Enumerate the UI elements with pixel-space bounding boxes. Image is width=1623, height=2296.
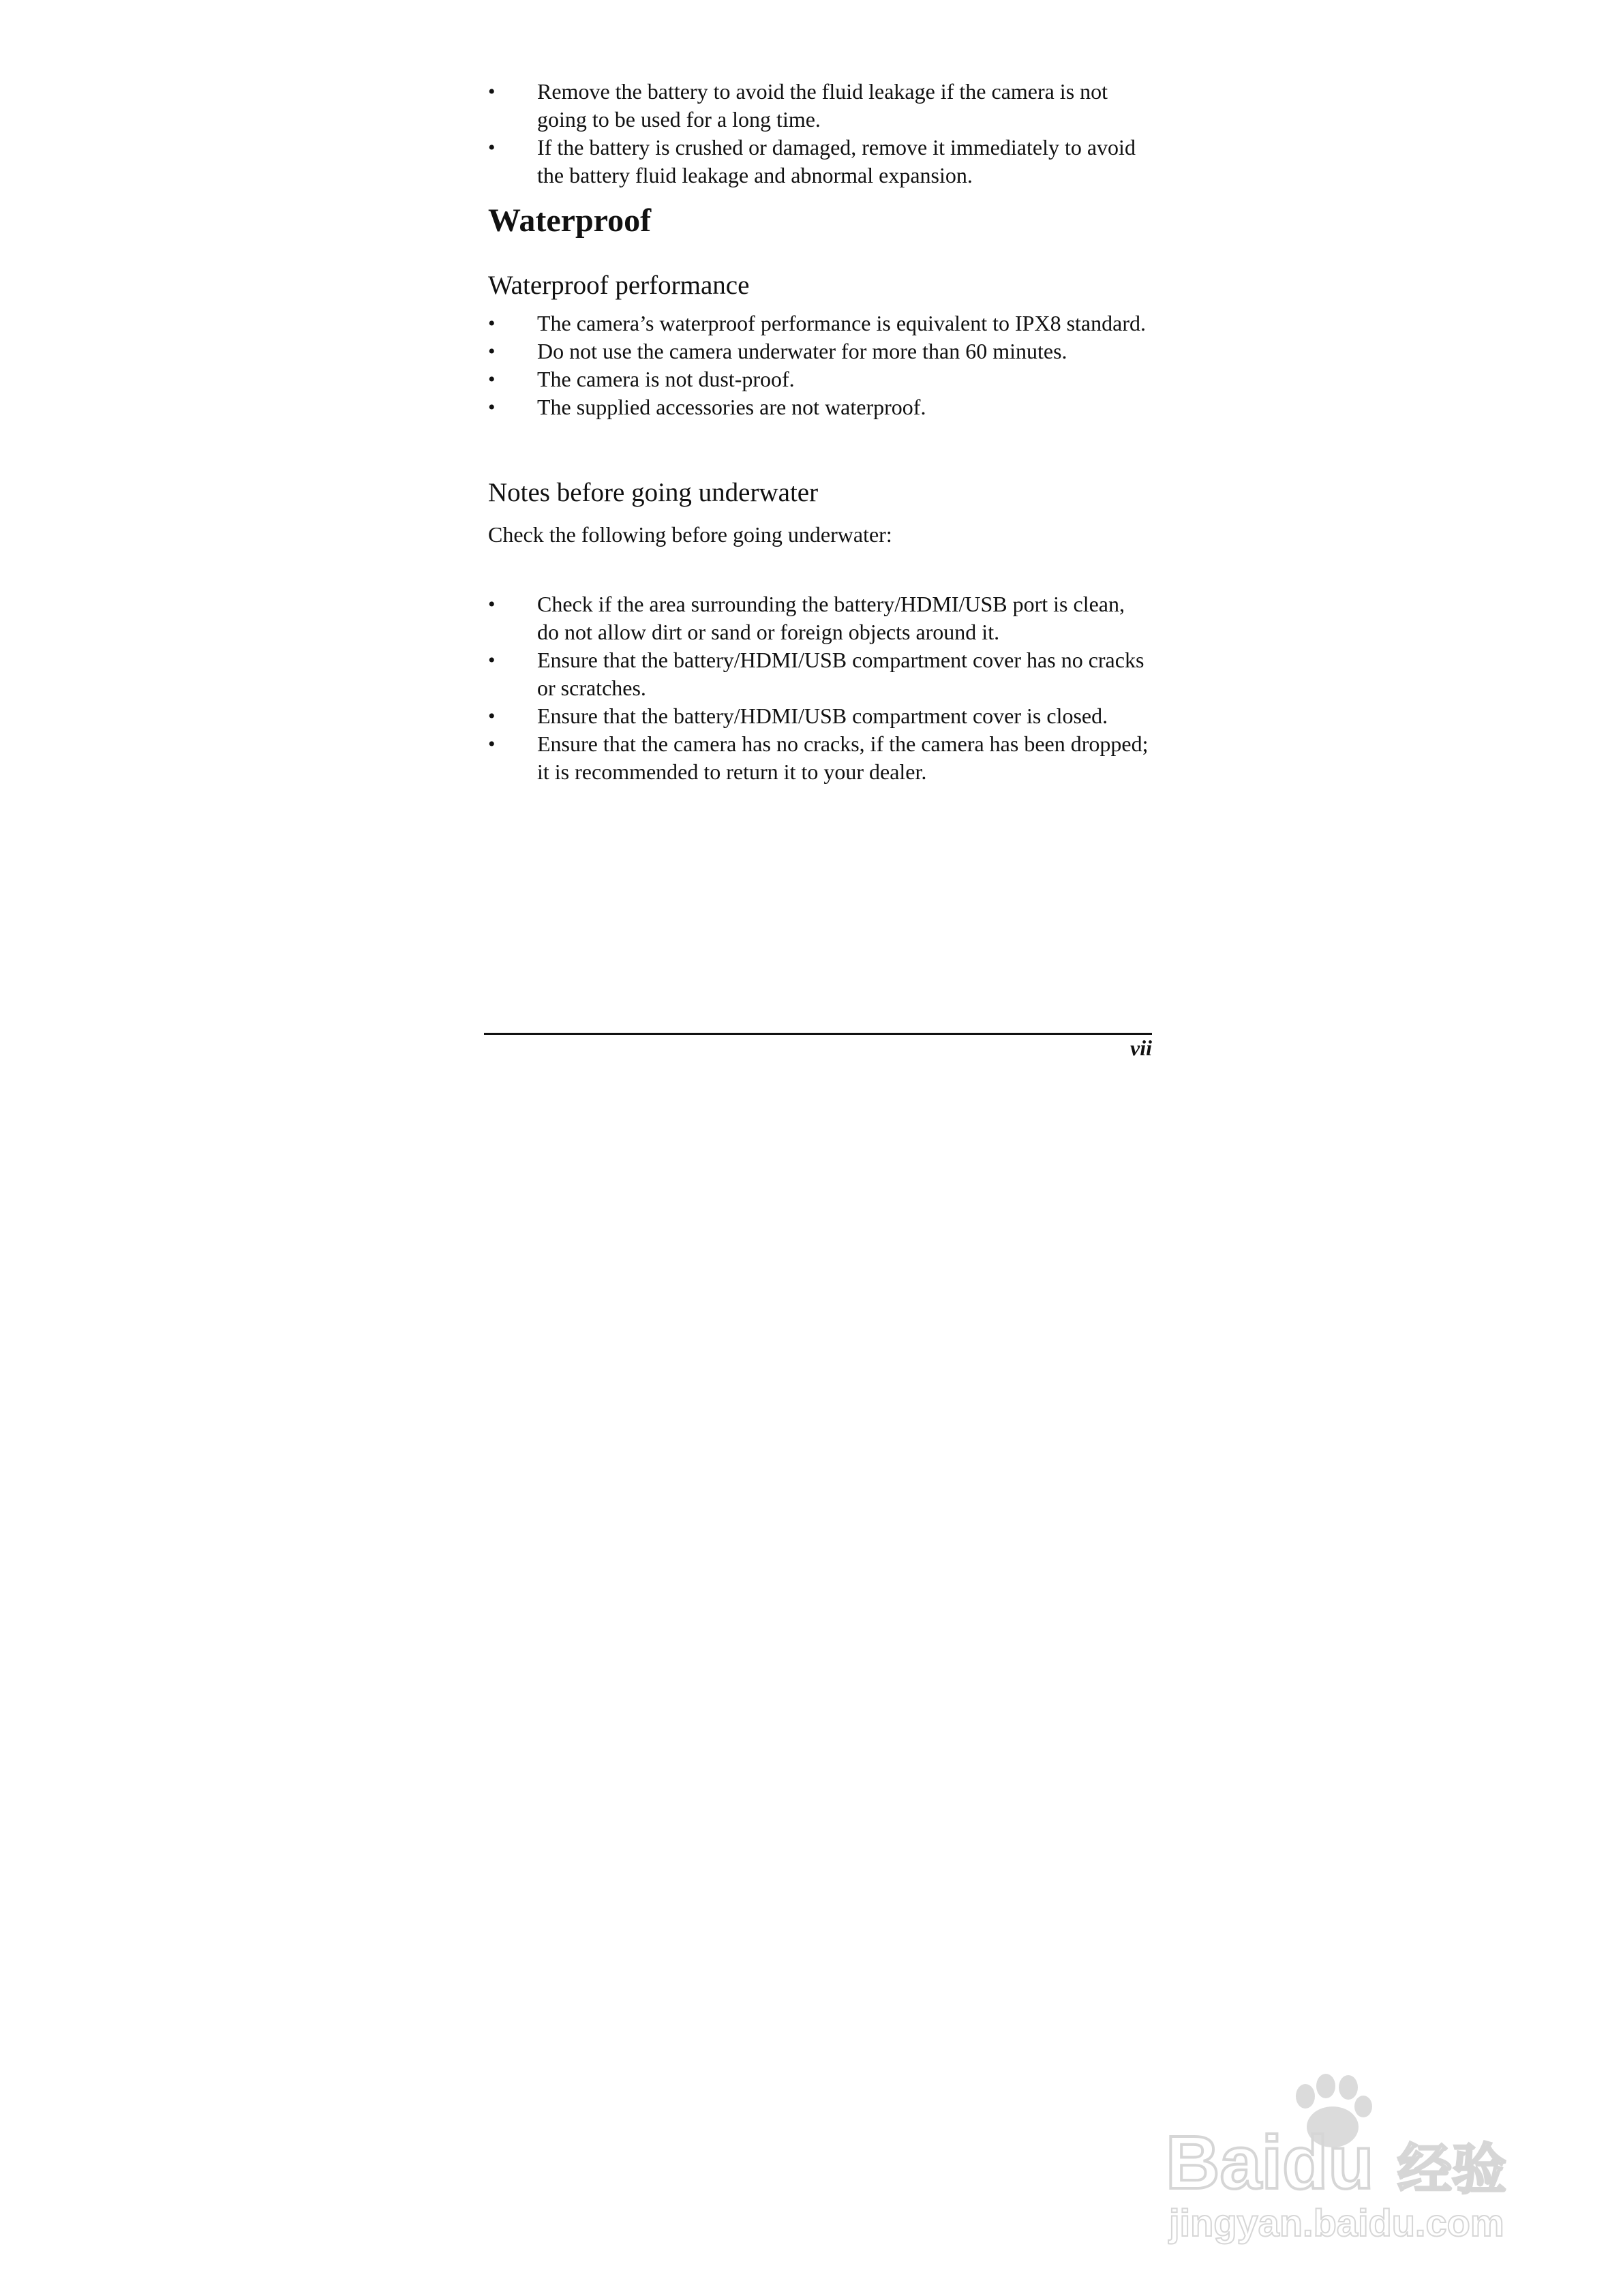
- list-item-text: Do not use the camera underwater for more than 60 minutes.: [537, 339, 1067, 363]
- section-heading: Waterproof: [488, 202, 652, 239]
- list-item: [488, 134, 1149, 190]
- subsection-heading-notes: Notes before going underwater: [488, 478, 819, 507]
- list-item: [488, 393, 1149, 421]
- list-item: [488, 78, 1149, 134]
- bullet-icon: •: [488, 593, 496, 616]
- list-item-text: The camera is not dust-proof.: [537, 367, 795, 391]
- list-item: [488, 646, 1149, 702]
- bullet-icon: •: [488, 368, 496, 391]
- notes-bullet-list: [488, 590, 1149, 786]
- bullet-icon: •: [488, 705, 496, 727]
- top-bullet-list: [488, 78, 1149, 190]
- list-item-text: The camera’s waterproof performance is equivalent to IPX8 standard.: [537, 311, 1146, 335]
- bullet-icon: •: [488, 340, 496, 363]
- baidu-watermark-logo: [1159, 2066, 1541, 2250]
- list-item: [488, 702, 1149, 730]
- list-item-text: Check if the area surrounding the battery/HDMI/USB port is clean, do not allow dirt or sand or foreign objects around it.: [537, 592, 1125, 644]
- page-number: vii: [1130, 1036, 1152, 1060]
- bullet-icon: •: [488, 80, 496, 103]
- bullet-icon: •: [488, 312, 496, 335]
- list-item-text: If the battery is crushed or damaged, remove it immediately to avoid the battery fluid leakage and abnormal expansion.: [537, 135, 1136, 187]
- list-item-text: Ensure that the camera has no cracks, if the camera has been dropped; it is recommended to return it to your dealer.: [537, 731, 1149, 784]
- performance-bullet-list: [488, 309, 1149, 421]
- bullet-icon: •: [488, 396, 496, 419]
- bullet-icon: •: [488, 136, 496, 159]
- footer-divider: [484, 1033, 1152, 1035]
- list-item-text: Ensure that the battery/HDMI/USB compartment cover has no cracks or scratches.: [537, 648, 1144, 700]
- watermark-brand-text: Baidu: [1166, 2121, 1374, 2205]
- bullet-icon: •: [488, 733, 496, 755]
- list-item-text: Ensure that the battery/HDMI/USB compartment cover is closed.: [537, 704, 1108, 728]
- subsection-heading-performance: Waterproof performance: [488, 271, 750, 300]
- baidu-paw-logo-icon: [1159, 2066, 1541, 2250]
- watermark-cn-text: 经验: [1397, 2138, 1506, 2201]
- list-item: [488, 365, 1149, 393]
- list-item: [488, 309, 1149, 337]
- list-item-text: The supplied accessories are not waterproof.: [537, 395, 926, 419]
- list-item: [488, 730, 1149, 786]
- list-item-text: Remove the battery to avoid the fluid leakage if the camera is not going to be used for a long time.: [537, 79, 1108, 132]
- bullet-icon: •: [488, 649, 496, 671]
- list-item: [488, 337, 1149, 365]
- list-item: [488, 590, 1149, 646]
- watermark-url-text: jingyan.baidu.com: [1169, 2201, 1504, 2244]
- notes-intro: Check the following before going underwater:: [488, 522, 892, 547]
